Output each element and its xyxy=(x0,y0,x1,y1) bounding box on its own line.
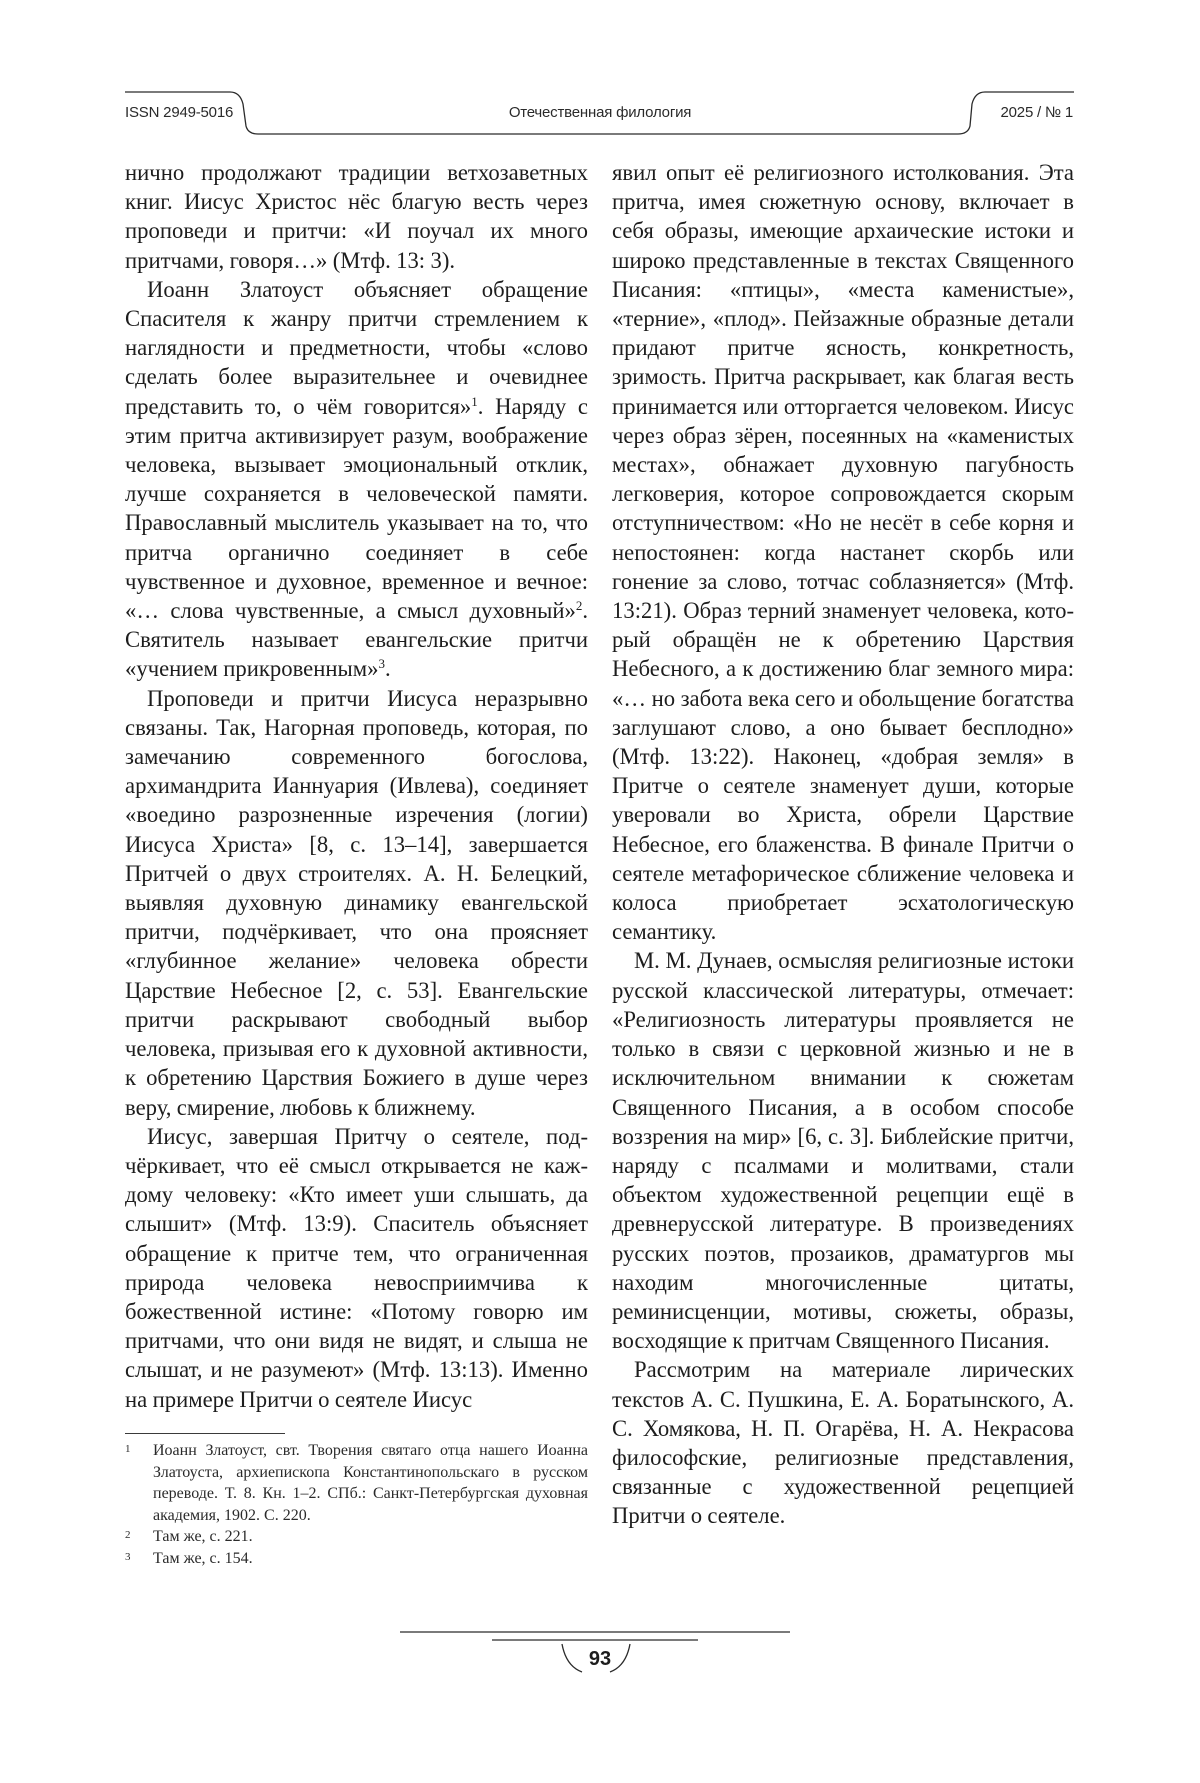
footnote-number: 1 xyxy=(125,1443,131,1455)
footnote-number: 3 xyxy=(125,1550,131,1563)
paragraph: Иоанн Златоуст объясняет обращение Спасителя к жанру притчи стремлением к наглядности и предметности, чтобы «слово сделать более выразительнее и очевиднее представить то, о чём говорится»$^1$. Наряду с этим притча активизирует разум, воображение человека, вызывает эмоциональный отклик, лучше сохраняется в человеческой памяти. Православный мыслитель указывает на то, что притча органично соединяет в себе чувственное и духовное, временное и вечное: «… слова чувственные, а смысл духовный»$^2$. Святитель называет евангельские притчи «учением прикровенным»$^3$. xyxy=(125,276,588,682)
paragraph: М. М. Дунаев, осмысляя религиозные истоки русской классической литературы, отмечает: «Религиозность литературы проявляется не только в связи с церковной жизнью и не в исключительном внимании к сюжетам Священного Писания, а в особом способе воззрения на мир» [6, с. 3]. Библейские притчи, наряду с псалмами и молитвами, стали объектом художественной рецепции ещё в древнерусской литературе. В произведениях русских поэтов, прозаиков, драматургов мы находим многочисленные цитаты, реминисценции, мотивы, сюжеты, образы, восходящие к притчам Священного Писания. xyxy=(612,948,1074,1354)
page-number: 93 xyxy=(588,1648,612,1670)
paragraph: явил опыт её религиозного истолкования. Эта притча, имея сюжетную основу, включает в себя образы, имеющие архаические истоки и широко представленные в текстах Священного Писания: «птицы», «места каменистые», «терние», «плод». Пейзажные образные детали придают притче ясность, конкретность, зримость. Притча раскрывает, как благая весть принимается или отторгается человеком. Иисус через образ зёрен, посеянных на «каменистых местах», обнажает духовную пагубность легковерия, которое сопровождается скорым отступничеством: «Но не несёт в себе корня и непостоянен: когда настанет скорбь или гонение за слово, тотчас соблазняется» (Мтф. 13:21). Образ терний знаменует человека, который обращён не к обретению Царствия Небесного, а к достижению благ земного мира: «… но забота века сего и обольщение богатства заглушают слово, а оно бывает бесплодно» (Мтф. 13:22). Наконец, «добрая земля» в Притче о сеятеле знаменует души, которые уверовали во Христа, обрели Царствие Небесное, его блаженства. В финале Притчи о сеятеле метафорическое сближение человека и колоса приобретает эсхатологическую семантику. xyxy=(612,160,1074,945)
footnote-ref: 3 xyxy=(378,656,385,672)
paragraph: нично продолжают традиции ветхозаветных книг. Иисус Христос нёс благую весть через проповеди и притчи: «И поучал их много притчами, говоря…» (Мтф. 13: 3). xyxy=(125,160,588,273)
footnote-text: Иоанн Златоуст, свт. Творения святаго отца нашего Иоанна Златоуста, архиепископа Константинопольскаго в русском переводе. Т. 8. Кн. 1–2. СПб.: Санкт-Петербургская духовная академия, 1902. С. 220. xyxy=(153,1442,588,1524)
footnote-ref: 2 xyxy=(575,598,583,614)
footnote-text: Там же, с. 221. xyxy=(153,1528,253,1545)
paragraph: Рассмотрим на материале лирических текстов А. С. Пушкина, Е. А. Боратынского, А. С. Хомякова, Н. П. Огарёва, Н. А. Некрасова философские, религиозные представления, связанные с художественной рецепцией Притчи о сеятеле. xyxy=(612,1357,1074,1529)
footnote-text: Там же, с. 154. xyxy=(153,1549,253,1567)
footnote-ref: 1 xyxy=(471,393,478,409)
header-journal-title: Отечественная филология xyxy=(508,104,692,121)
footnote-number: 2 xyxy=(125,1529,131,1541)
header-issn: ISSN 2949-5016 xyxy=(125,104,234,121)
header-issue: 2025 / № 1 xyxy=(1000,104,1073,121)
paragraph: Иисус, завершая Притчу о сеятеле, подчёркивает, что её смысл открывается не каждому человеку: «Кто имеет уши слышать, да слышит» (Мтф. 13:9). Спаситель объясняет обращение к притче тем, что ограниченная природа человека невосприимчива к божественной истине: «Потому говорю им притчами, что они видя не видят, и слыша не слышат, и не разумеют» (Мтф. 13:13). Именно на примере Притчи о сеятеле Иисус xyxy=(125,1123,588,1412)
paragraph: Проповеди и притчи Иисуса неразрывно связаны. Так, Нагорная проповедь, которая, по замечанию современного богослова, архимандрита Ианнуария (Ивлева), соединяет «воедино разрозненные изречения (логии) Иисуса Христа» [8, с. 13–14], завершается Притчей о двух строителях. А. Н. Белецкий, выявляя духовную динамику евангельской притчи, подчёркивает, что она проясняет «глубинное желание» человека обрести Царствие Небесное [2, с. 53]. Евангельские притчи раскрывают свободный выбор человека, призывая его к духовной активности, к обретению Царствия Божиего в душе через веру, смирение, любовь к ближнему. xyxy=(125,685,588,1120)
